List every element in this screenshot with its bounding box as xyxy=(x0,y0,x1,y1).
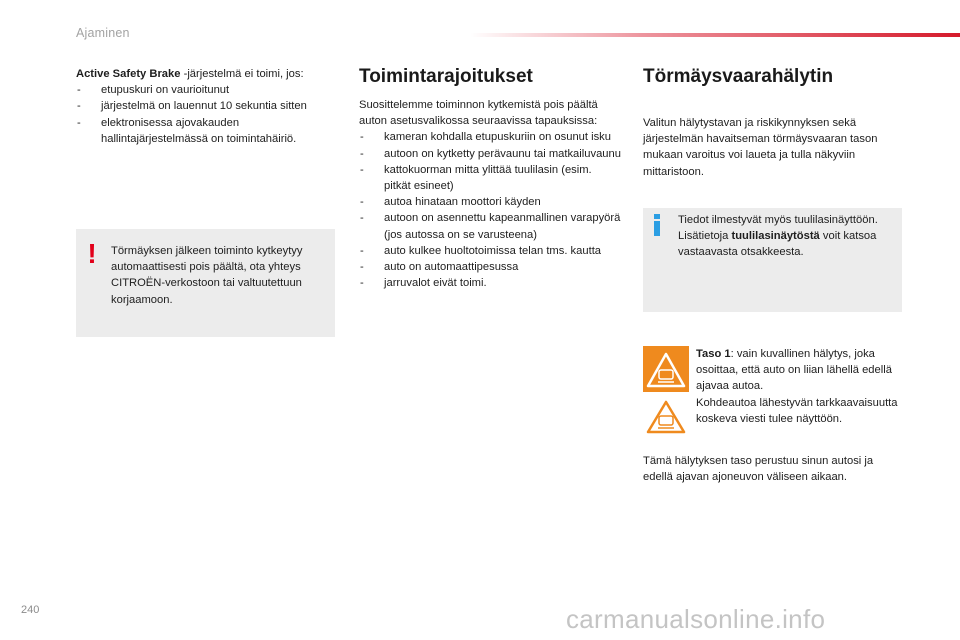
col1-intro-bold: Active Safety Brake xyxy=(76,68,181,80)
page-number: 240 xyxy=(21,604,40,616)
exclamation-icon: ! xyxy=(87,238,97,269)
list-item: - etupuskuri on vaurioitunut xyxy=(76,82,338,98)
list-item: - kattokuorman mitta ylittää tuulilasin (esim. pitkät esineet) xyxy=(359,162,621,194)
list-item: - autoa hinataan moottori käyden xyxy=(359,194,621,210)
list-item: - kameran kohdalla etupuskuriin on osunut isku xyxy=(359,129,621,145)
col1-intro xyxy=(76,66,338,82)
list-item: - auto kulkee huoltotoimissa telan tms. kautta xyxy=(359,243,621,259)
list-item: - autoon on kytketty perävaunu tai matkailuvaunu xyxy=(359,146,621,162)
info-icon xyxy=(652,214,662,236)
section-title: Ajaminen xyxy=(76,26,130,40)
list-item: - auto on automaattipesussa xyxy=(359,259,621,275)
col2-list xyxy=(359,129,621,291)
alert-level-text xyxy=(696,346,906,427)
warning-text: Törmäyksen jälkeen toiminto kytkeytyy automaattisesti pois päältä, ota yhteys CITROËN-verkostoon tai valtuutettuun korjaamoon. xyxy=(111,245,303,306)
collision-alert-icon xyxy=(643,346,689,436)
column-3 xyxy=(643,66,905,180)
level-desc: : vain kuvallinen hälytys, joka osoittaa, että auto on liian lähellä edellä ajavaa autoa. xyxy=(696,348,892,393)
list-item: - autoon on asennettu kapeanmallinen varapyörä (jos autossa on se varusteena) xyxy=(359,210,621,242)
header-accent-bar xyxy=(470,33,960,37)
watermark-text: carmanualsonline.info xyxy=(566,604,826,634)
info-line-2: Lisätietoja tuulilasinäytöstä voit katsoa vastaavasta otsakkeesta. xyxy=(678,230,877,259)
column-1 xyxy=(76,66,338,147)
list-item: - elektronisessa ajovakauden hallintajärjestelmässä on toimintahäiriö. xyxy=(76,115,338,147)
col3-intro: Valitun hälytystavan ja riskikynnyksen sekä järjestelmän havaitseman törmäysvaaran tason mukaan varoitus voi laueta ja tulla näkyviin mittaristoon. xyxy=(643,117,878,178)
info-line-1: Tiedot ilmestyvät myös tuulilasinäyttöön. xyxy=(678,214,878,226)
info-link-bold: tuulilasinäytöstä xyxy=(731,230,820,243)
info-text xyxy=(678,212,893,261)
level-label: Taso 1 xyxy=(696,348,731,360)
col2-heading: Toimintarajoitukset xyxy=(359,66,533,87)
list-item: - jarruvalot eivät toimi. xyxy=(359,275,621,291)
col1-intro-rest: -järjestelmä ei toimi, jos: xyxy=(180,68,304,80)
column-2 xyxy=(359,66,621,291)
col2-intro: Suosittelemme toiminnon kytkemistä pois päältä auton asetusvalikossa seuraavissa tapauksissa: xyxy=(359,99,598,128)
list-item: - järjestelmä on lauennut 10 sekuntia sitten xyxy=(76,98,338,114)
col1-list xyxy=(76,82,338,147)
col3-heading: Törmäysvaarahälytin xyxy=(643,66,834,87)
col3-footer-text: Tämä hälytyksen taso perustuu sinun autosi ja edellä ajavan ajoneuvon väliseen aikaan. xyxy=(643,455,874,484)
level-desc-2: Kohdeautoa lähestyvän tarkkaavaisuutta koskeva viesti tulee näyttöön. xyxy=(696,396,898,425)
